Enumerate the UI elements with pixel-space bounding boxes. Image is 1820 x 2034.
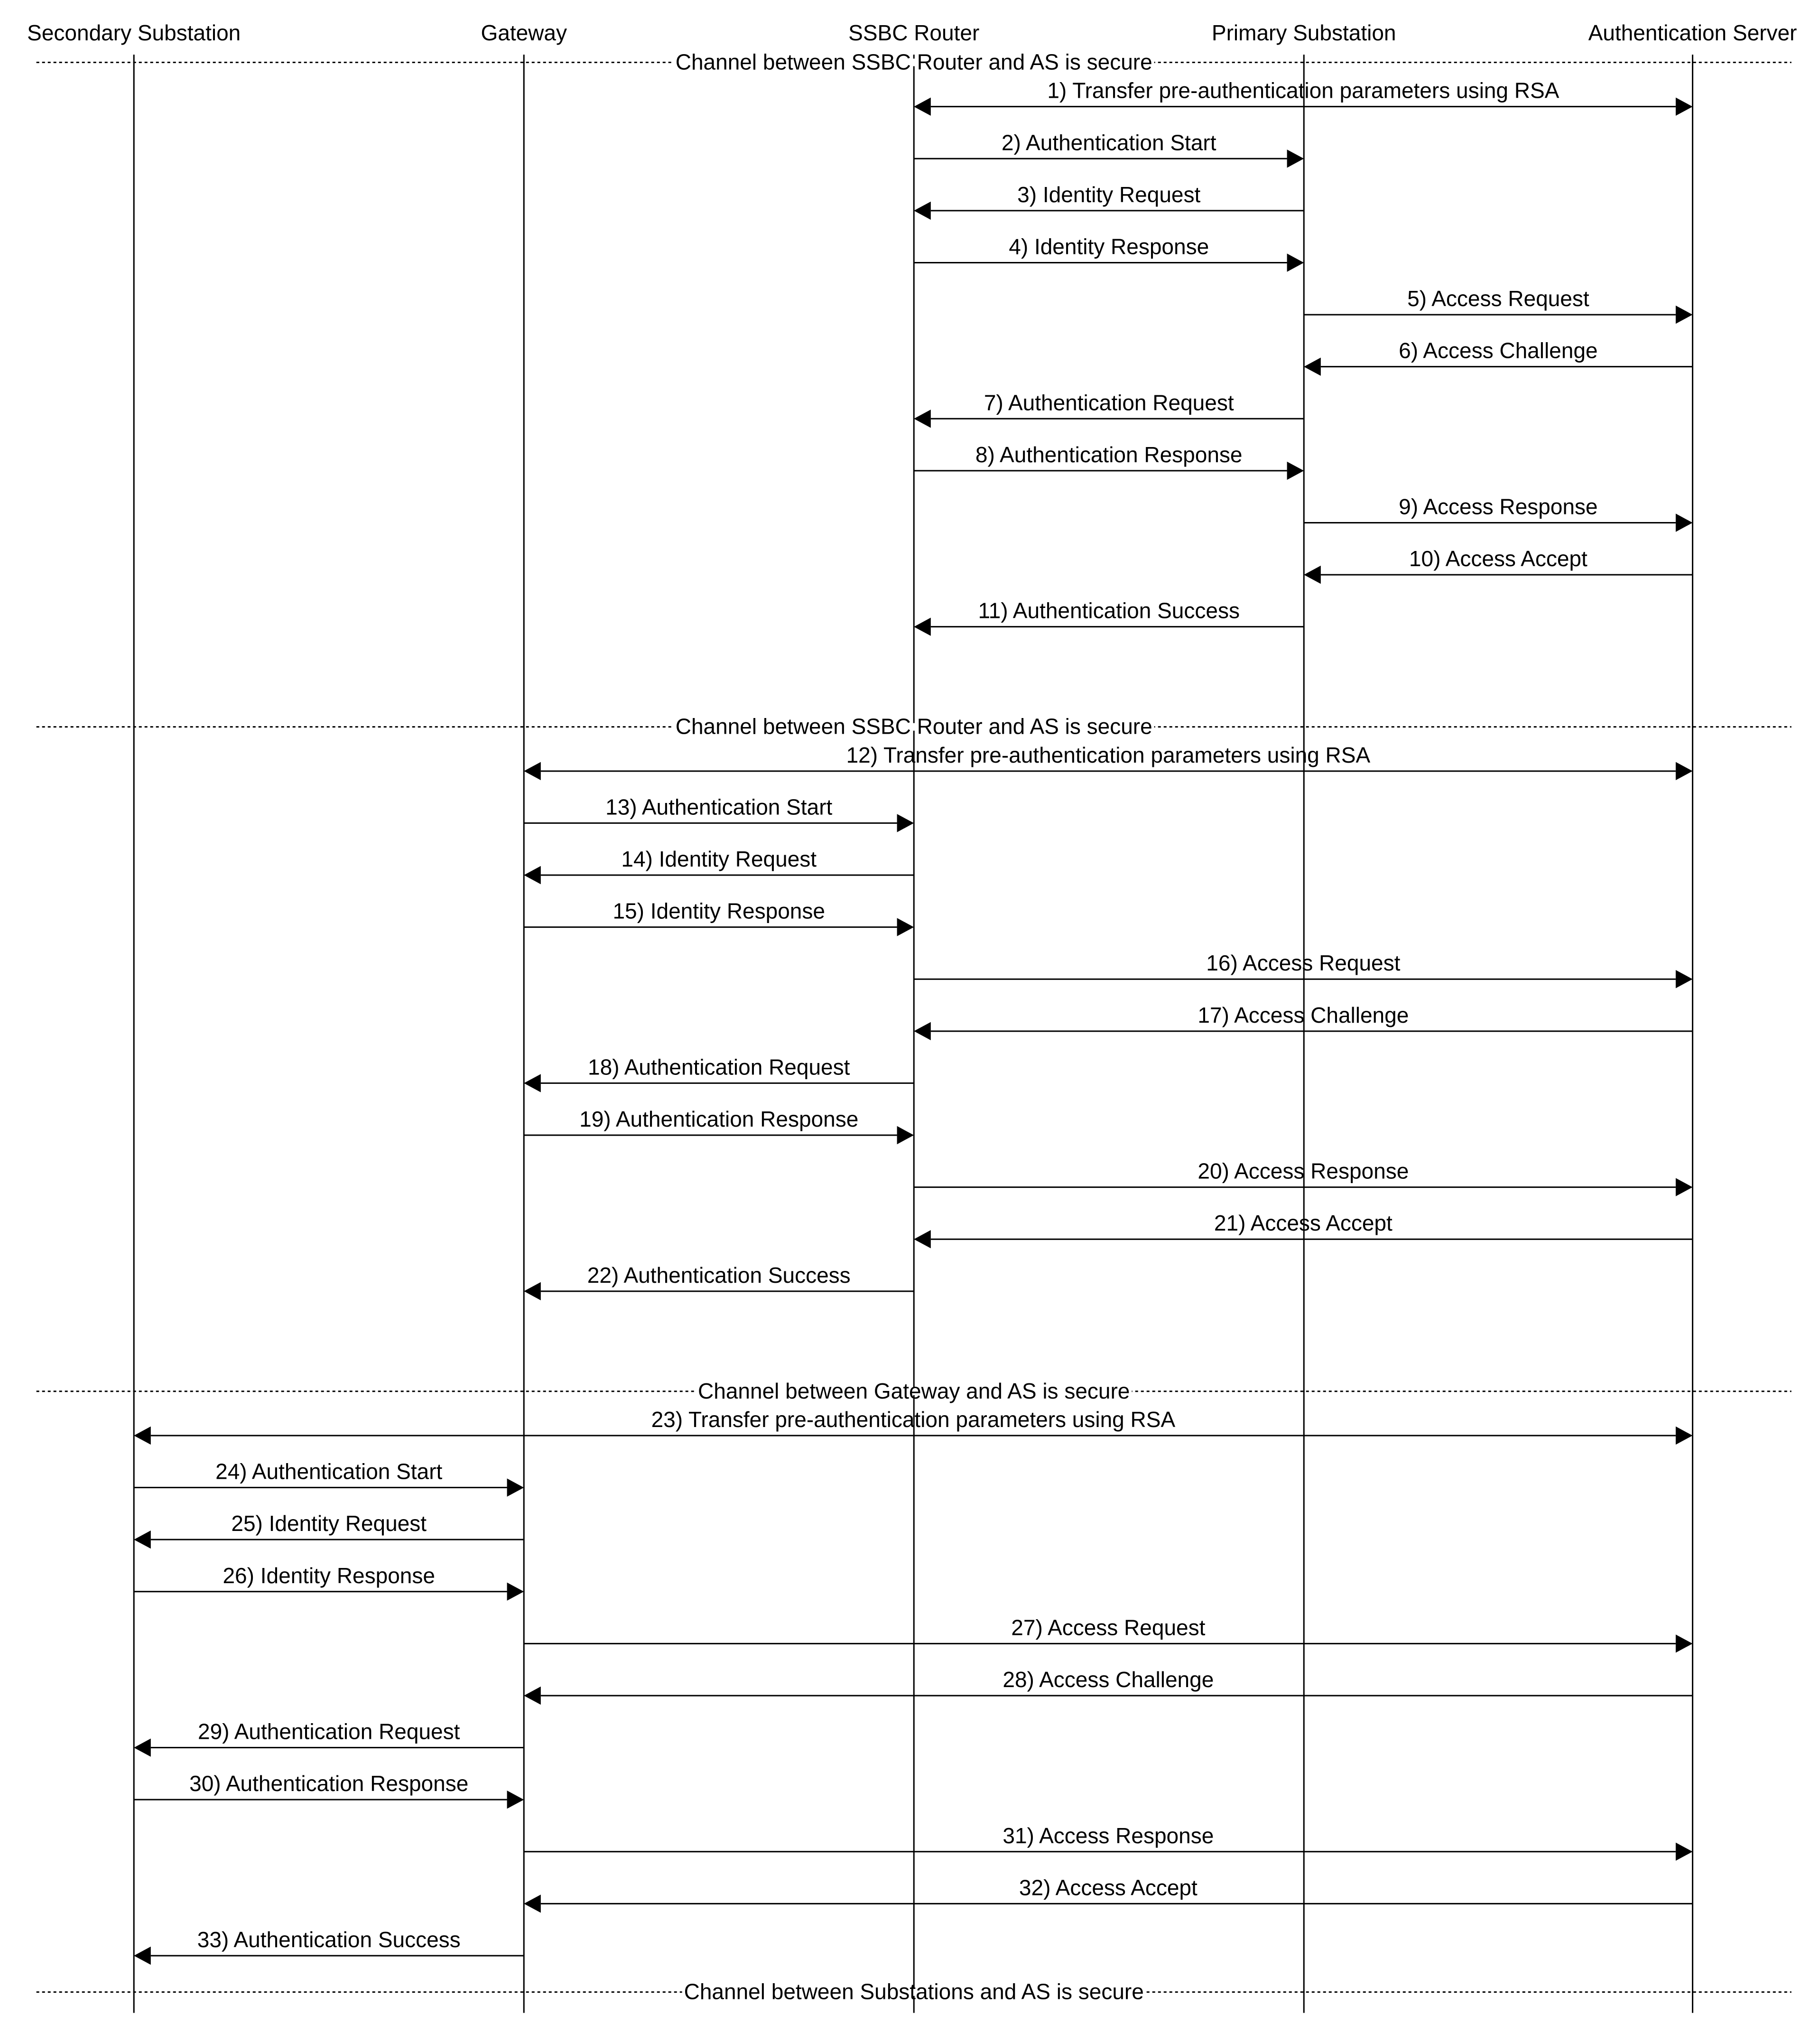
message-label: 26) Identity Response — [223, 1563, 435, 1588]
message-label: 21) Access Accept — [1214, 1211, 1393, 1236]
actor-label: Authentication Server — [1588, 20, 1797, 45]
message-label: 1) Transfer pre-authentication parameters using RSA — [1047, 78, 1560, 103]
message-label: 20) Access Response — [1198, 1158, 1409, 1184]
message-label: 31) Access Response — [1003, 1823, 1214, 1848]
message-label: 23) Transfer pre-authentication parameters using RSA — [651, 1407, 1176, 1432]
actor-label: Primary Substation — [1211, 20, 1396, 45]
message-label: 30) Authentication Response — [189, 1771, 469, 1796]
message-label: 11) Authentication Success — [978, 598, 1240, 623]
message-label: 33) Authentication Success — [197, 1927, 461, 1952]
actor-label: SSBC Router — [848, 20, 980, 45]
message-label: 25) Identity Request — [231, 1511, 427, 1536]
message-label: 28) Access Challenge — [1003, 1667, 1214, 1692]
message-label: 13) Authentication Start — [605, 794, 833, 820]
separator-label: Channel between Substations and AS is secure — [684, 1979, 1144, 2004]
message-label: 24) Authentication Start — [215, 1459, 443, 1484]
message-label: 16) Access Request — [1206, 951, 1401, 976]
message-label: 18) Authentication Request — [588, 1054, 850, 1080]
actor-label: Gateway — [481, 20, 567, 45]
separator-label: Channel between SSBC Router and AS is secure — [675, 714, 1152, 739]
message-label: 14) Identity Request — [621, 847, 817, 872]
message-label: 8) Authentication Response — [975, 442, 1243, 467]
message-label: 5) Access Request — [1407, 286, 1589, 311]
message-label: 4) Identity Response — [1009, 234, 1209, 259]
message-label: 9) Access Response — [1399, 494, 1598, 519]
message-label: 3) Identity Request — [1017, 182, 1201, 207]
message-label: 10) Access Accept — [1409, 546, 1588, 571]
message-label: 6) Access Challenge — [1399, 338, 1598, 363]
message-label: 29) Authentication Request — [198, 1719, 460, 1744]
message-label: 27) Access Request — [1011, 1615, 1206, 1640]
actor-label: Secondary Substation — [27, 20, 241, 45]
message-label: 19) Authentication Response — [579, 1107, 859, 1132]
message-label: 17) Access Challenge — [1198, 1002, 1409, 1027]
separator-label: Channel between Gateway and AS is secure — [698, 1378, 1130, 1403]
message-label: 22) Authentication Success — [587, 1262, 851, 1288]
message-label: 7) Authentication Request — [984, 390, 1234, 415]
separator-label: Channel between SSBC Router and AS is secure — [675, 49, 1152, 75]
message-label: 15) Identity Response — [613, 898, 825, 924]
message-label: 32) Access Accept — [1019, 1875, 1198, 1900]
message-label: 2) Authentication Start — [1001, 130, 1216, 155]
message-label: 12) Transfer pre-authentication parameters using RSA — [846, 742, 1371, 767]
